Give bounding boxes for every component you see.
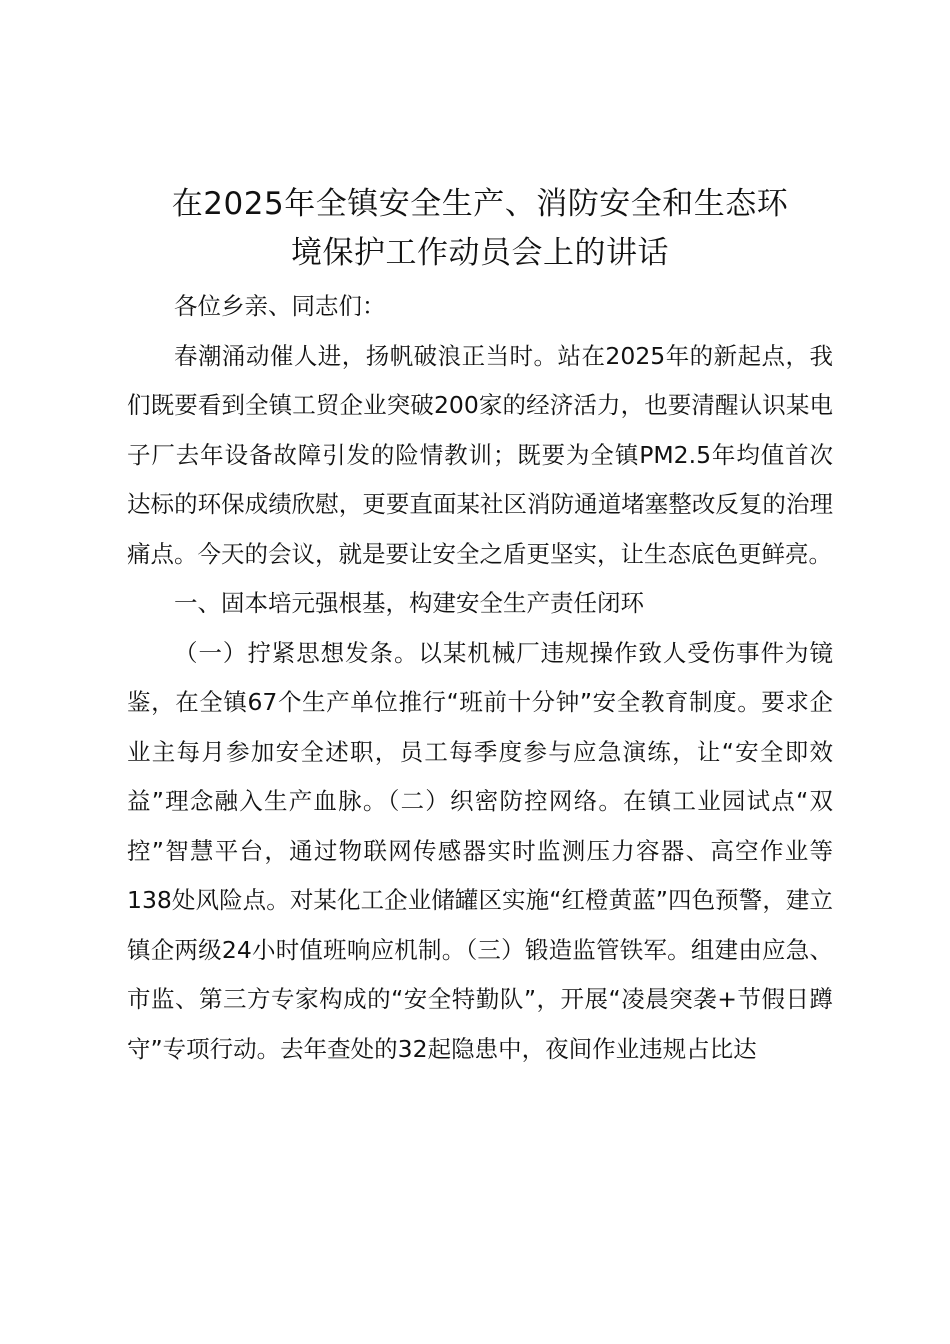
document-title [110,180,850,278]
title-line-1: 在2025年全镇安全生产、消防安全和生态环 [171,186,789,222]
title-line-2: 境保护工作动员会上的讲话 [291,235,669,271]
intro-paragraph: 春潮涌动催人进，扬帆破浪正当时。站在2025年的新起点，我们既要看到全镇工贸企业突破200家的经济活力，也要清醒认识某电子厂去年设备故障引发的险情教训；既要为全镇PM2.5年均值首次达标的环保成绩欣慰，更要直面某社区消防通道堵塞整改反复的治理痛点。今天的会议，就是要让安全之盾更坚实，让生态底色更鲜亮。 [127,341,833,568]
greeting: 各位乡亲、同志们： [174,292,386,320]
section-1-paragraph: （一）拧紧思想发条。以某机械厂违规操作致人受伤事件为镜鉴，在全镇67个生产单位推行“班前十分钟”安全教育制度。要求企业主每月参加安全述职，员工每季度参与应急演练，让“安全即效益”理念融入生产血脉。（二）织密防控网络。在镇工业园试点“双控”智慧平台，通过物联网传感器实时监测压力容器、高空作业等138处风险点。对某化工企业储罐区实施“红橙黄蓝”四色预警，建立镇企两级24小时值班响应机制。（三）锻造监管铁军。组建由应急、市监、第三方专家构成的“安全特勤队”，开展“凌晨突袭+节假日蹲守”专项行动。去年查处的32起隐患中，夜间作业违规占比达 [127,638,833,1063]
section-1-heading: 一、固本培元强根基，构建安全生产责任闭环 [174,589,644,617]
document-body [127,282,833,1074]
